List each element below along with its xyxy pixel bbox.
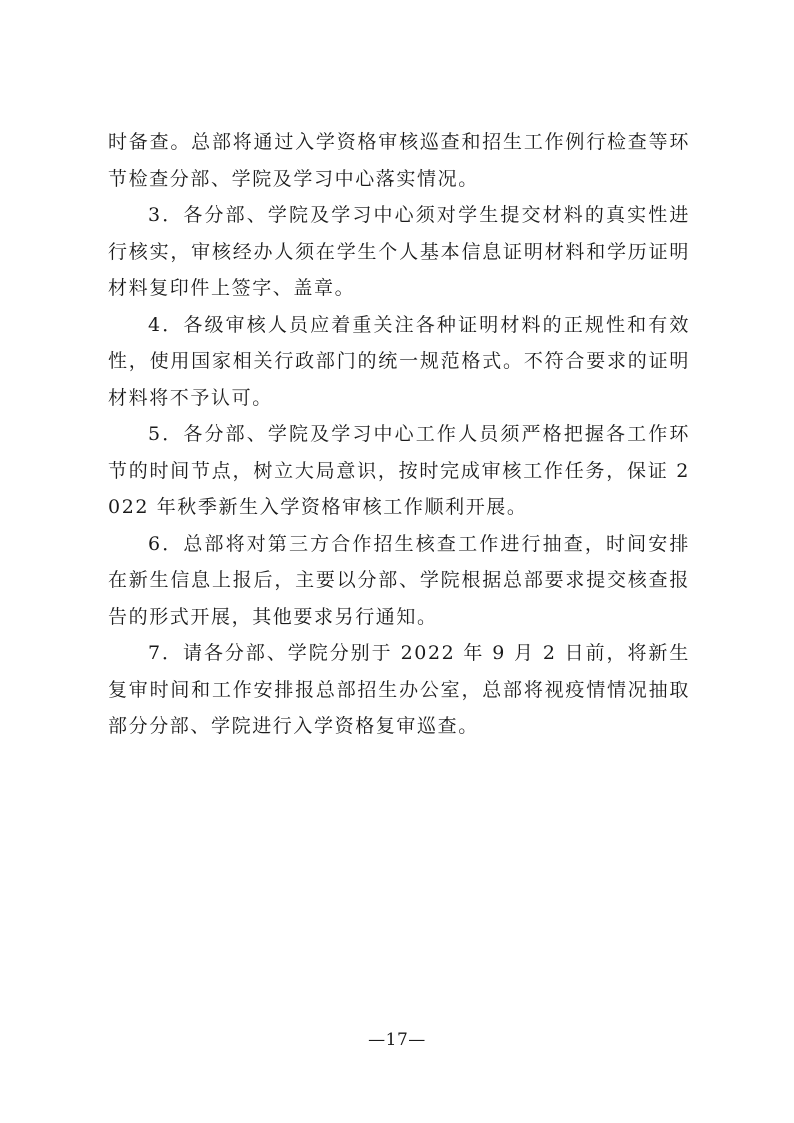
paragraph-item-5: 5．各分部、学院及学习中心工作人员须严格把握各工作环节的时间节点，树立大局意识，按时完成审核工作任务，保证 2022 年秋季新生入学资格审核工作顺利开展。 — [108, 423, 690, 518]
page-number: —17— — [368, 1030, 426, 1050]
paragraph-item-6: 6．总部将对第三方合作招生核查工作进行抽查，时间安排在新生信息上报后，主要以分部、学院根据总部要求提交核查报告的形式开展，其他要求另行通知。 — [108, 532, 690, 628]
document-body — [108, 124, 690, 745]
paragraph-continuation: 时备查。总部将通过入学资格审核巡查和招生工作例行检查等环节检查分部、学院及学习中心落实情况。 — [108, 131, 690, 190]
paragraph-item-3: 3．各分部、学院及学习中心须对学生提交材料的真实性进行核实，审核经办人须在学生个人基本信息证明材料和学历证明材料复印件上签字、盖章。 — [108, 204, 690, 299]
paragraph-item-4: 4．各级审核人员应着重关注各种证明材料的正规性和有效性，使用国家相关行政部门的统一规范格式。不符合要求的证明材料将不予认可。 — [108, 313, 690, 409]
paragraph-item-7: 7．请各分部、学院分别于 2022 年 9 月 2 日前，将新生复审时间和工作安排报总部招生办公室，总部将视疫情情况抽取部分分部、学院进行入学资格复审巡查。 — [108, 642, 690, 737]
